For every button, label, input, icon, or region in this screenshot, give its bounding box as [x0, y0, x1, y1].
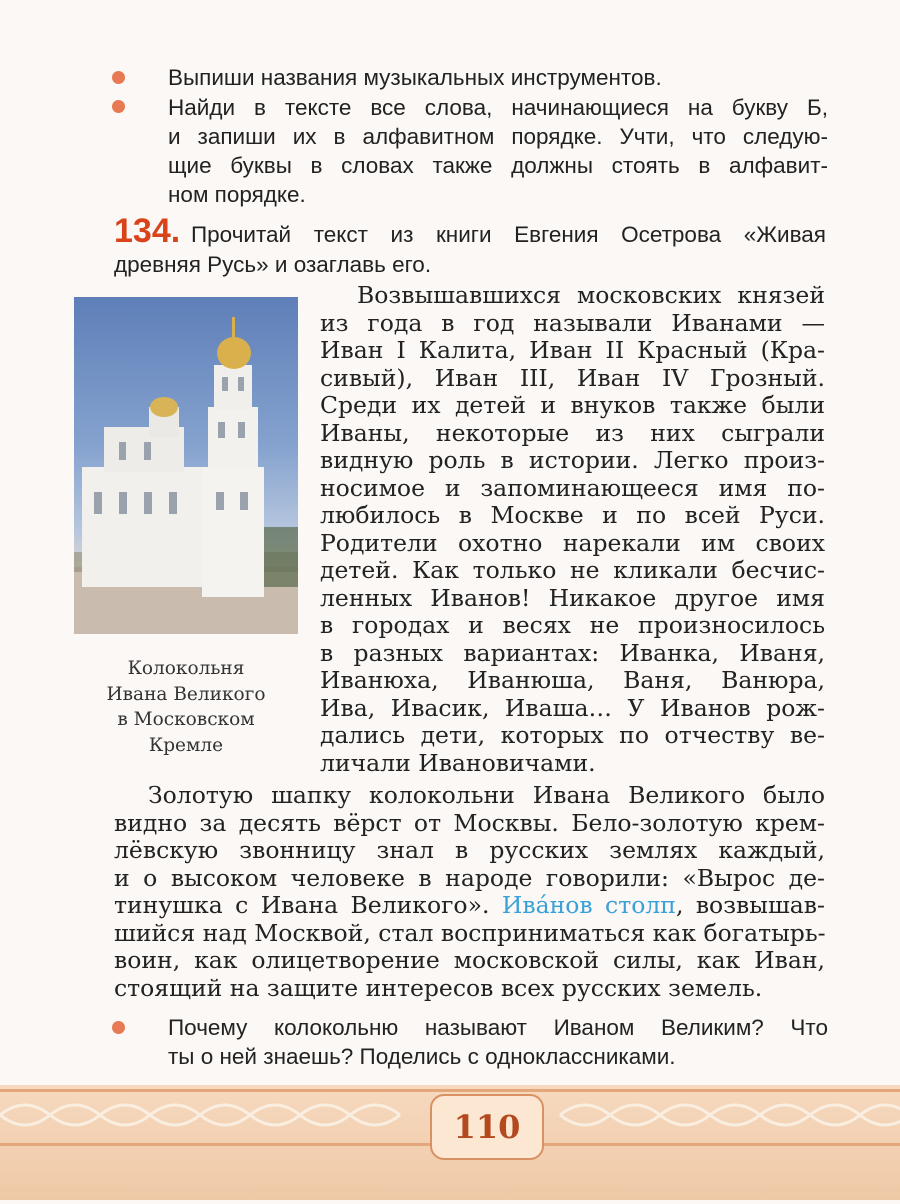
instruction-1: Выпиши названия музыкальных инструментов. [168, 65, 662, 90]
task-number: 134. [114, 212, 181, 250]
bullet-icon [112, 71, 125, 84]
bullet-icon [112, 100, 125, 113]
highlighted-term: Ива́нов столп [501, 891, 676, 919]
paragraph-2: Золотую шапку колокольни Ивана Великого было видно за десять вёрст от Москвы. Бело-золотую крем- лёвскую звонницу знал в русских землях каждый, и о высоком человеке в народе говорили: «Вырос де- тинушка с Ивана Великого». Ива́нов столп, возвышав- шийся над Москвой, стал восприниматься как богатырь- воин, как олицетворение московской силы, как Иван, стоящий на защите интересов всех русских земель. [114, 781, 826, 1002]
task-text: Прочитай текст из книги Евгения Осетрова «Живая древняя Русь» и озаглавь его. [114, 222, 826, 277]
bell-tower-photo [74, 297, 298, 634]
instruction-2: Найди в тексте все слова, начинающиеся на букву Б, и запиши их в алфавитном порядке. Учти, что следую- щие буквы в словах также должны стоять в алфавит- ном порядке. [168, 95, 828, 207]
line-with-term: тинушка с Ивана Великого». Ива́нов столп, возвышав- [114, 891, 825, 919]
page-number: 110 [430, 1094, 544, 1160]
question: Почему колокольню называют Иваном Великим? Что ты о ней знаешь? Поделись с одноклассниками. [168, 1015, 828, 1069]
bullet-icon [112, 1021, 125, 1034]
photo-caption: Колокольня Ивана Великого в Московском Кремле [106, 658, 266, 756]
paragraph-1: Возвышавшихся московских князей из года в год называли Иванами — Иван I Калита, Иван II Красный (Кра- сивый), Иван III, Иван IV Грозный. Среди их детей и внуков также были Иваны, некоторые из них сыграли видную роль в истории. Легко произ- носимое и запоминающееся имя по- любилось в Москве и по всей Руси. Родители охотно нарекали им своих детей. Как только не кликали бесчис- ленных Иванов! Никакое другое имя в городах и весях не произносилось в разных вариантах: Иванка, Иваня, Иванюха, Иванюша, Ваня, Ванюра, Ива, Ивасик, Иваша… У Иванов рож- дались дети, которых по отчеству ве- личали Ивановичами. [320, 281, 825, 777]
